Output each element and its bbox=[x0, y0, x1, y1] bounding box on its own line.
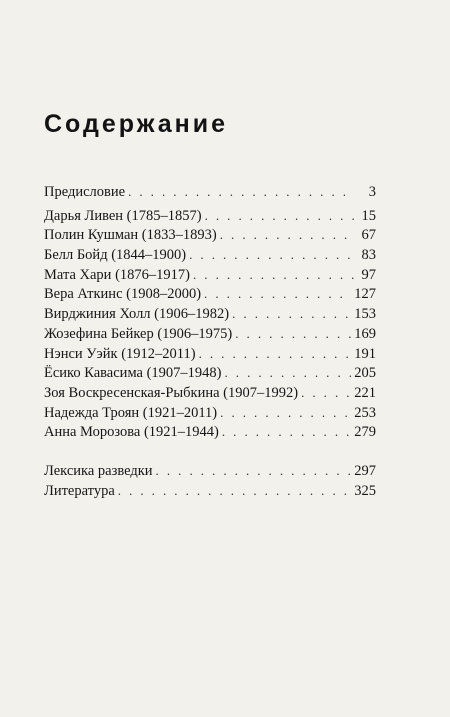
toc-dot-leader bbox=[199, 344, 352, 364]
toc-dot-leader bbox=[222, 422, 351, 442]
toc-entry-title: Зоя Воскресенская-Рыбкина (1907–1992) bbox=[44, 384, 299, 401]
toc-entry-title: Литература bbox=[44, 482, 115, 499]
toc-dot-leader bbox=[193, 265, 355, 285]
toc-entry-page: 83 bbox=[361, 247, 376, 264]
toc-dot-leader bbox=[205, 206, 355, 226]
toc-entry-title: Белл Бойд (1844–1900) bbox=[44, 247, 187, 264]
toc-entry bbox=[44, 481, 376, 501]
toc-entry-title: Мата Хари (1876–1917) bbox=[44, 266, 190, 283]
toc-entry-page: 325 bbox=[354, 482, 376, 499]
toc-entry bbox=[44, 225, 376, 245]
toc-dot-leader bbox=[189, 245, 355, 265]
toc-dot-leader bbox=[128, 182, 355, 202]
toc-entry bbox=[44, 403, 376, 423]
toc-entry-title: Лексика разведки bbox=[44, 462, 153, 479]
toc-entry bbox=[44, 422, 376, 442]
toc-dot-leader bbox=[301, 383, 351, 403]
toc-entry-page: 297 bbox=[354, 462, 376, 479]
toc-entry-page: 279 bbox=[354, 424, 376, 441]
toc-entry-page: 221 bbox=[354, 384, 376, 401]
toc-entry-page: 191 bbox=[354, 345, 376, 362]
toc-dot-leader bbox=[232, 304, 351, 324]
toc-dot-leader bbox=[204, 284, 351, 304]
toc-entry bbox=[44, 304, 376, 324]
toc-entry bbox=[44, 324, 376, 344]
toc-entry-title: Надежда Троян (1921–2011) bbox=[44, 404, 218, 421]
toc-entry-title: Ёсико Кавасима (1907–1948) bbox=[44, 365, 222, 382]
toc-entry-page: 3 bbox=[368, 184, 376, 200]
toc-dot-leader bbox=[224, 363, 351, 383]
toc-dot-leader bbox=[220, 225, 355, 245]
toc-entry-title: Вера Аткинс (1908–2000) bbox=[44, 286, 202, 303]
toc-entry-page: 205 bbox=[354, 365, 376, 382]
toc-entry-page: 169 bbox=[354, 325, 376, 342]
toc-entry-title: Дарья Ливен (1785–1857) bbox=[44, 207, 202, 224]
page-title: Содержание bbox=[44, 110, 229, 138]
toc-entry-title: Анна Морозова (1921–1944) bbox=[44, 424, 219, 441]
toc-list bbox=[44, 182, 376, 500]
toc-entry-page: 127 bbox=[354, 286, 376, 303]
toc-entry bbox=[44, 363, 376, 383]
toc-entry-title: Полин Кушман (1833–1893) bbox=[44, 227, 217, 244]
toc-dot-leader bbox=[156, 461, 352, 481]
toc-entry bbox=[44, 344, 376, 364]
toc-entry bbox=[44, 284, 376, 304]
toc-entry-title: Нэнси Уэйк (1912–2011) bbox=[44, 345, 196, 362]
toc-entry-title: Жозефина Бейкер (1906–1975) bbox=[44, 325, 233, 342]
toc-dot-leader bbox=[235, 324, 351, 344]
toc-entry bbox=[44, 245, 376, 265]
toc-entry bbox=[44, 182, 376, 202]
toc-entry-page: 67 bbox=[361, 227, 376, 244]
toc-entry-title: Предисловие bbox=[44, 184, 126, 200]
toc-entry bbox=[44, 461, 376, 481]
toc-dot-leader bbox=[118, 481, 351, 501]
toc-entry-page: 97 bbox=[361, 266, 376, 283]
toc-entry-page: 253 bbox=[354, 404, 376, 421]
toc-entry-page: 15 bbox=[361, 207, 376, 224]
toc-dot-leader bbox=[220, 403, 351, 423]
toc-entry bbox=[44, 206, 376, 226]
toc-entry-title: Вирджиния Холл (1906–1982) bbox=[44, 306, 230, 323]
toc-entry bbox=[44, 265, 376, 285]
toc-entry bbox=[44, 383, 376, 403]
toc-entry-page: 153 bbox=[354, 306, 376, 323]
